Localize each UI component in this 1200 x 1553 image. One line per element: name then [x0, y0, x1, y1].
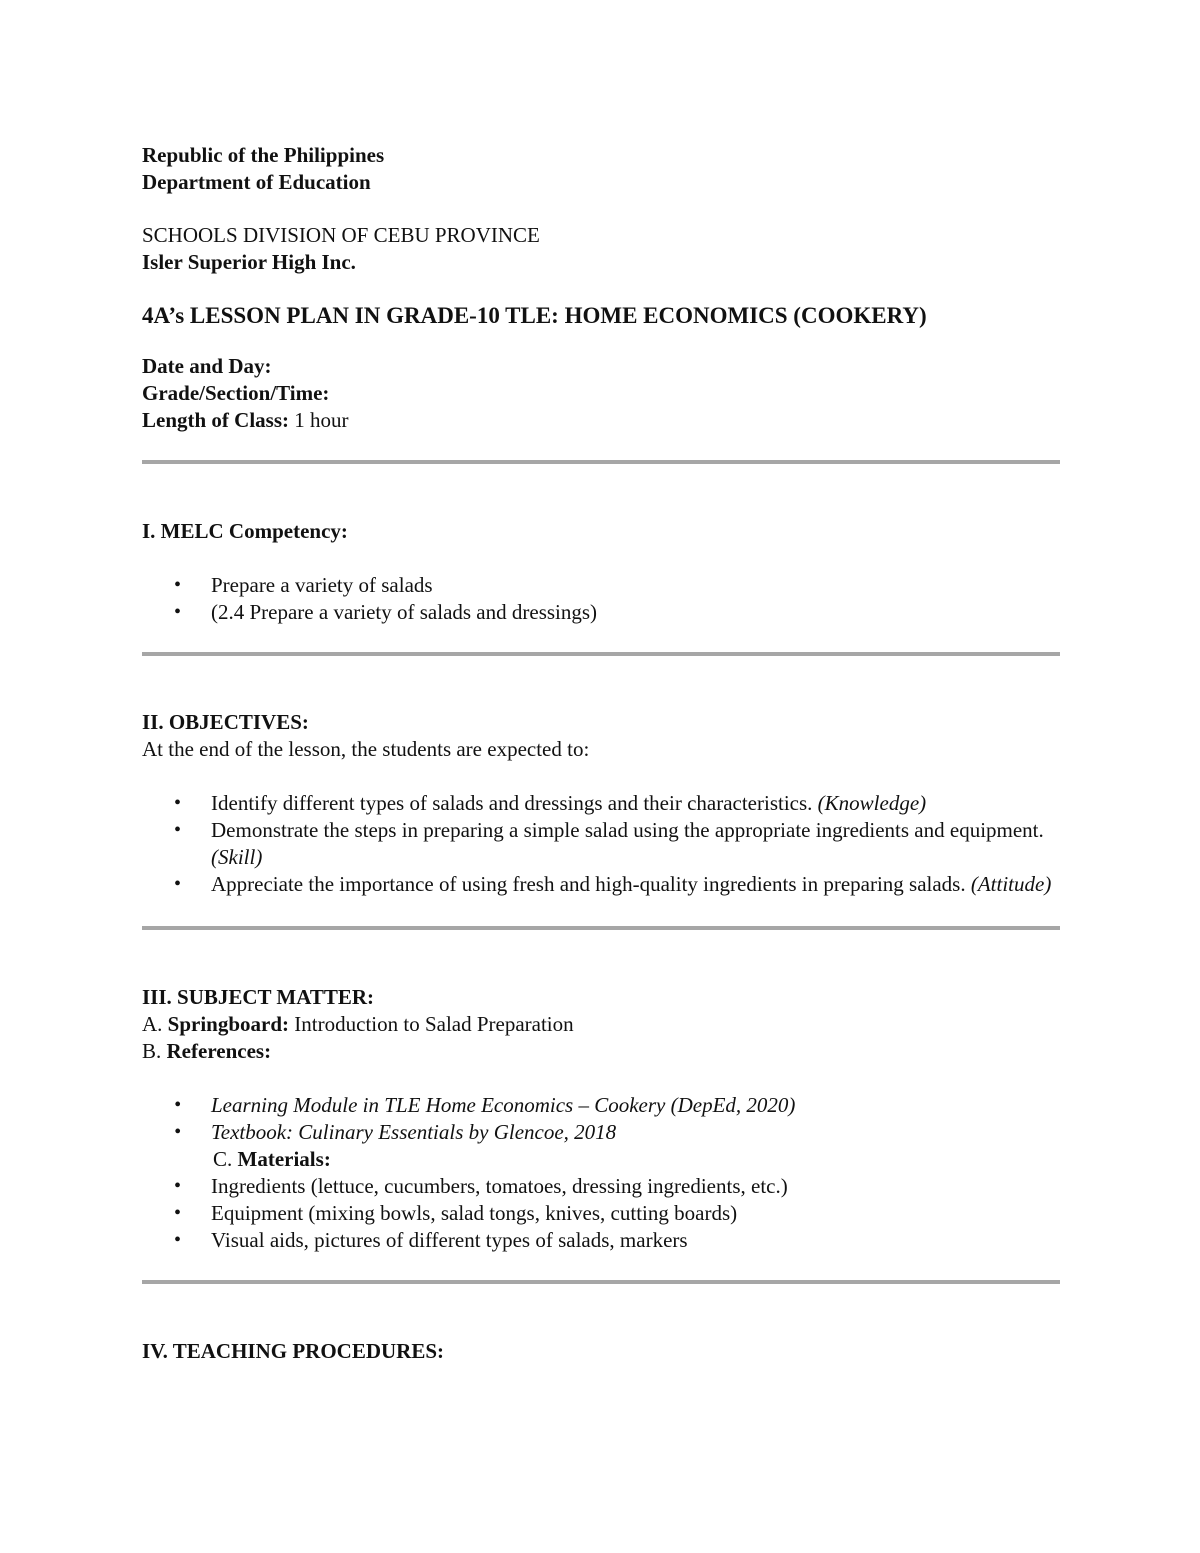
length-value: 1 hour [289, 408, 349, 432]
page-title: 4A’s LESSON PLAN IN GRADE-10 TLE: HOME ECONOMICS (COOKERY) [142, 303, 927, 328]
class-info [142, 353, 1060, 434]
references-label: References: [166, 1039, 272, 1063]
springboard-label: Springboard: [167, 1012, 290, 1036]
springboard-value: Introduction to Salad Preparation [289, 1012, 574, 1036]
objectives-heading: II. OBJECTIVES: [142, 710, 309, 734]
references-prefix: B. [142, 1039, 167, 1063]
list-item: • Demonstrate the steps in preparing a simple salad using the appropriate ingredients and equipment. (Skill) [142, 817, 1060, 871]
melc-list [142, 572, 1060, 626]
list-item: • Identify different types of salads and dressings and their characteristics. (Knowledge) [142, 790, 1060, 817]
subject-heading: III. SUBJECT MATTER: [142, 985, 375, 1009]
header-block [142, 142, 1060, 276]
materials-label: Materials: [237, 1147, 331, 1171]
list-item: • (2.4 Prepare a variety of salads and dressings) [142, 599, 1060, 626]
list-item: • Equipment (mixing bowls, salad tongs, knives, cutting boards) [142, 1200, 1060, 1227]
list-item: • Learning Module in TLE Home Economics – Cookery (DepEd, 2020) [142, 1092, 1060, 1119]
materials-prefix: C. [213, 1147, 238, 1171]
department-name: Department of Education [142, 170, 371, 194]
materials-list [142, 1173, 1060, 1254]
list-item: • Prepare a variety of salads [142, 572, 1060, 599]
length-label: Length of Class: [142, 408, 290, 432]
references-list [142, 1092, 1060, 1146]
melc-heading: I. MELC Competency: [142, 519, 348, 543]
list-item: • Appreciate the importance of using fresh and high-quality ingredients in preparing salads. (Attitude) [142, 871, 1060, 898]
springboard-prefix: A. [142, 1012, 168, 1036]
objectives-intro: At the end of the lesson, the students are expected to: [142, 737, 590, 761]
list-item: • Textbook: Culinary Essentials by Glencoe, 2018 [142, 1119, 1060, 1146]
school-name: Isler Superior High Inc. [142, 250, 356, 274]
list-item: • Visual aids, pictures of different types of salads, markers [142, 1227, 1060, 1254]
objectives-list [142, 790, 1060, 898]
date-label: Date and Day: [142, 354, 272, 378]
lesson-plan-document [142, 142, 1060, 1365]
procedures-heading: IV. TEACHING PROCEDURES: [142, 1339, 445, 1363]
division-name: SCHOOLS DIVISION OF CEBU PROVINCE [142, 223, 540, 247]
grade-label: Grade/Section/Time: [142, 381, 330, 405]
list-item: • Ingredients (lettuce, cucumbers, tomatoes, dressing ingredients, etc.) [142, 1173, 1060, 1200]
country-name: Republic of the Philippines [142, 143, 385, 167]
